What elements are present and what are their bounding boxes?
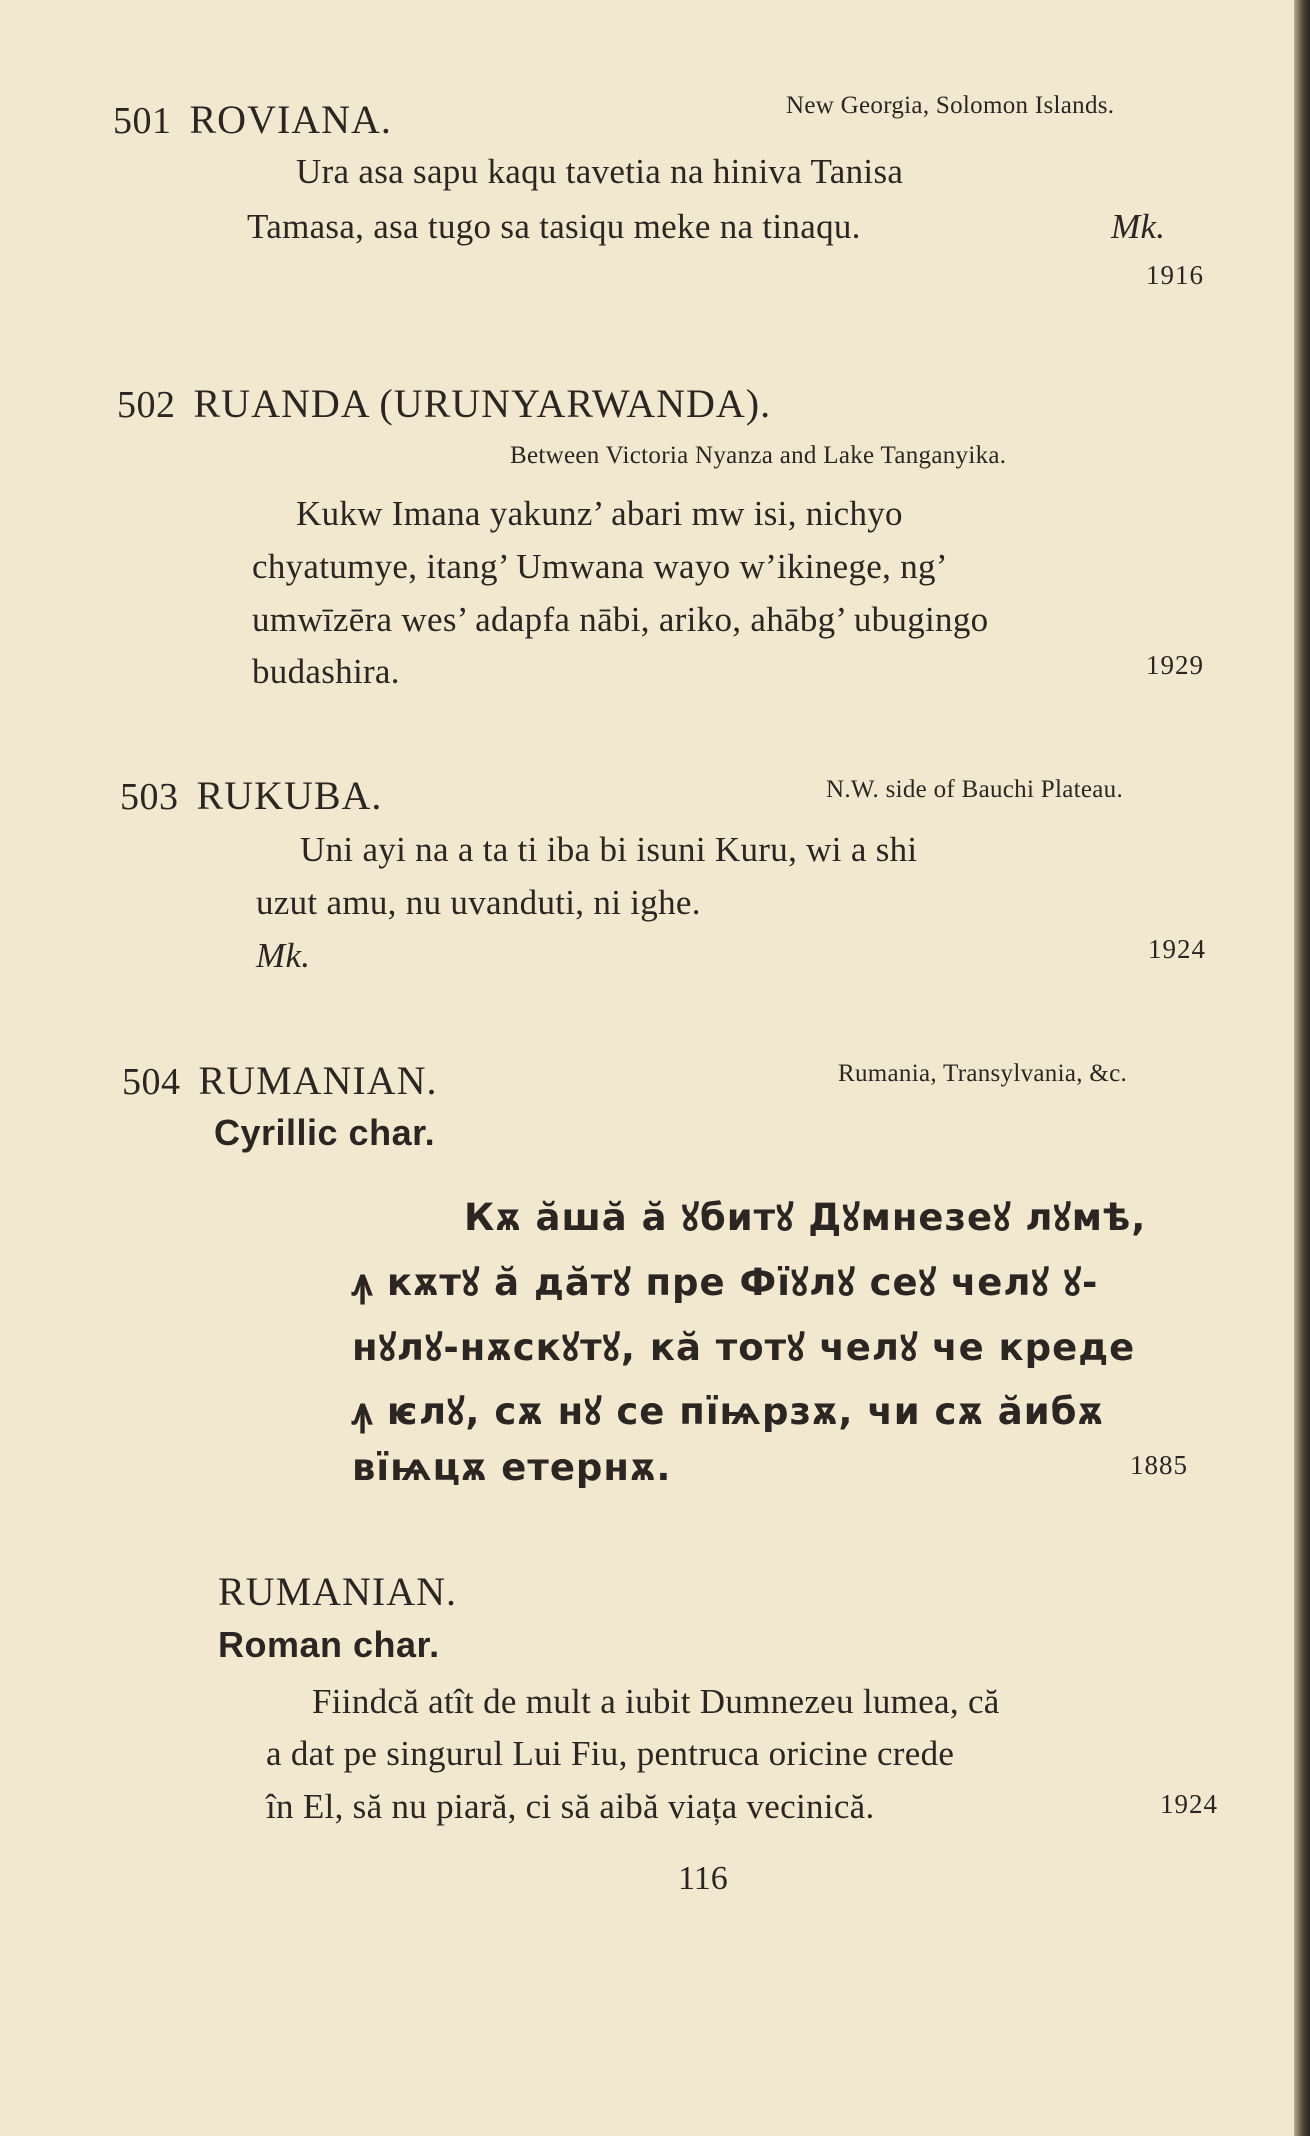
entry-text-line: Kukw Imana yakunz’ abari mw isi, nichyo xyxy=(296,494,903,533)
entry-language: ROVIANA. xyxy=(189,97,392,142)
entry-language: RUMANIAN. xyxy=(198,1058,438,1103)
entry-502-heading xyxy=(117,380,771,427)
entry-region: Between Victoria Nyanza and Lake Tanganyika. xyxy=(510,442,1007,469)
entry-503-heading xyxy=(120,772,382,819)
entry-region: N.W. side of Bauchi Plateau. xyxy=(826,776,1123,803)
entry-504-heading xyxy=(122,1057,438,1104)
cyrillic-text-line: Кѫ ӑшӑ ӑ ꙋбитꙋ Дꙋмнезеꙋ лꙋмѣ, xyxy=(464,1196,1147,1239)
entry-text-line: Tamasa, asa tugo sa tasiqu meke na tinaqu. xyxy=(247,207,861,246)
entry-text-line: a dat pe singurul Lui Fiu, pentruca oricine crede xyxy=(266,1734,955,1773)
entry-501-heading xyxy=(113,96,392,143)
entry-text-line: Ura asa sapu kaqu tavetia na hiniva Tanisa xyxy=(296,152,904,191)
entry-text-line: Fiindcă atît de mult a iubit Dumnezeu lumea, că xyxy=(312,1682,1000,1721)
page-number: 116 xyxy=(678,1860,728,1897)
entry-number: 503 xyxy=(120,776,179,818)
entry-year: 1929 xyxy=(1146,650,1204,680)
cyrillic-text-line: вїѩцѫ етернѫ. xyxy=(352,1446,672,1489)
page-edge-shadow xyxy=(1294,0,1310,2136)
cyrillic-text-line: ꙟ ѥлꙋ, сѫ нꙋ се пїѩрзѫ, чи сѫ ӑибѫ xyxy=(352,1390,1104,1433)
entry-year: 1885 xyxy=(1130,1450,1188,1480)
entry-year: 1924 xyxy=(1148,934,1206,964)
cyrillic-text-line: нꙋлꙋ-нѫскꙋтꙋ, кӑ тотꙋ челꙋ че креде xyxy=(352,1326,1136,1369)
entry-text-line: budashira. xyxy=(252,652,400,691)
entry-text-line: uzut amu, nu uvanduti, ni ighe. xyxy=(256,883,701,922)
entry-number: 501 xyxy=(113,100,172,142)
entry-language: RUKUBA. xyxy=(196,773,383,818)
entry-region: Rumania, Transylvania, &c. xyxy=(838,1060,1128,1087)
entry-text-line: Uni ayi na a ta ti iba bi isuni Kuru, wi a shi xyxy=(300,830,918,869)
entry-year: 1924 xyxy=(1160,1789,1218,1819)
entry-number: 502 xyxy=(117,384,176,426)
entry-year: 1916 xyxy=(1146,260,1204,290)
script-subheading: Roman char. xyxy=(218,1624,440,1665)
entry-language: RUMANIAN. xyxy=(218,1569,457,1614)
script-subheading: Cyrillic char. xyxy=(214,1112,436,1153)
entry-note: Mk. xyxy=(256,936,311,975)
entry-text-line: umwīzēra wes’ adapfa nābi, ariko, ahābg’ ubugingo xyxy=(252,600,989,639)
cyrillic-text-line: ꙟ кѫтꙋ ӑ дӑтꙋ пре Фїꙋлꙋ сеꙋ челꙋ ꙋ- xyxy=(352,1261,1099,1304)
entry-number: 504 xyxy=(122,1061,181,1103)
entry-region: New Georgia, Solomon Islands. xyxy=(786,92,1115,119)
entry-note: Mk. xyxy=(1111,207,1166,246)
entry-text-line: în El, să nu piară, ci să aibă viața vecinică. xyxy=(266,1787,875,1826)
entry-text-line: chyatumye, itang’ Umwana wayo w’ikinege, ng’ xyxy=(252,547,948,586)
entry-language: RUANDA (URUNYARWANDA). xyxy=(193,381,772,426)
